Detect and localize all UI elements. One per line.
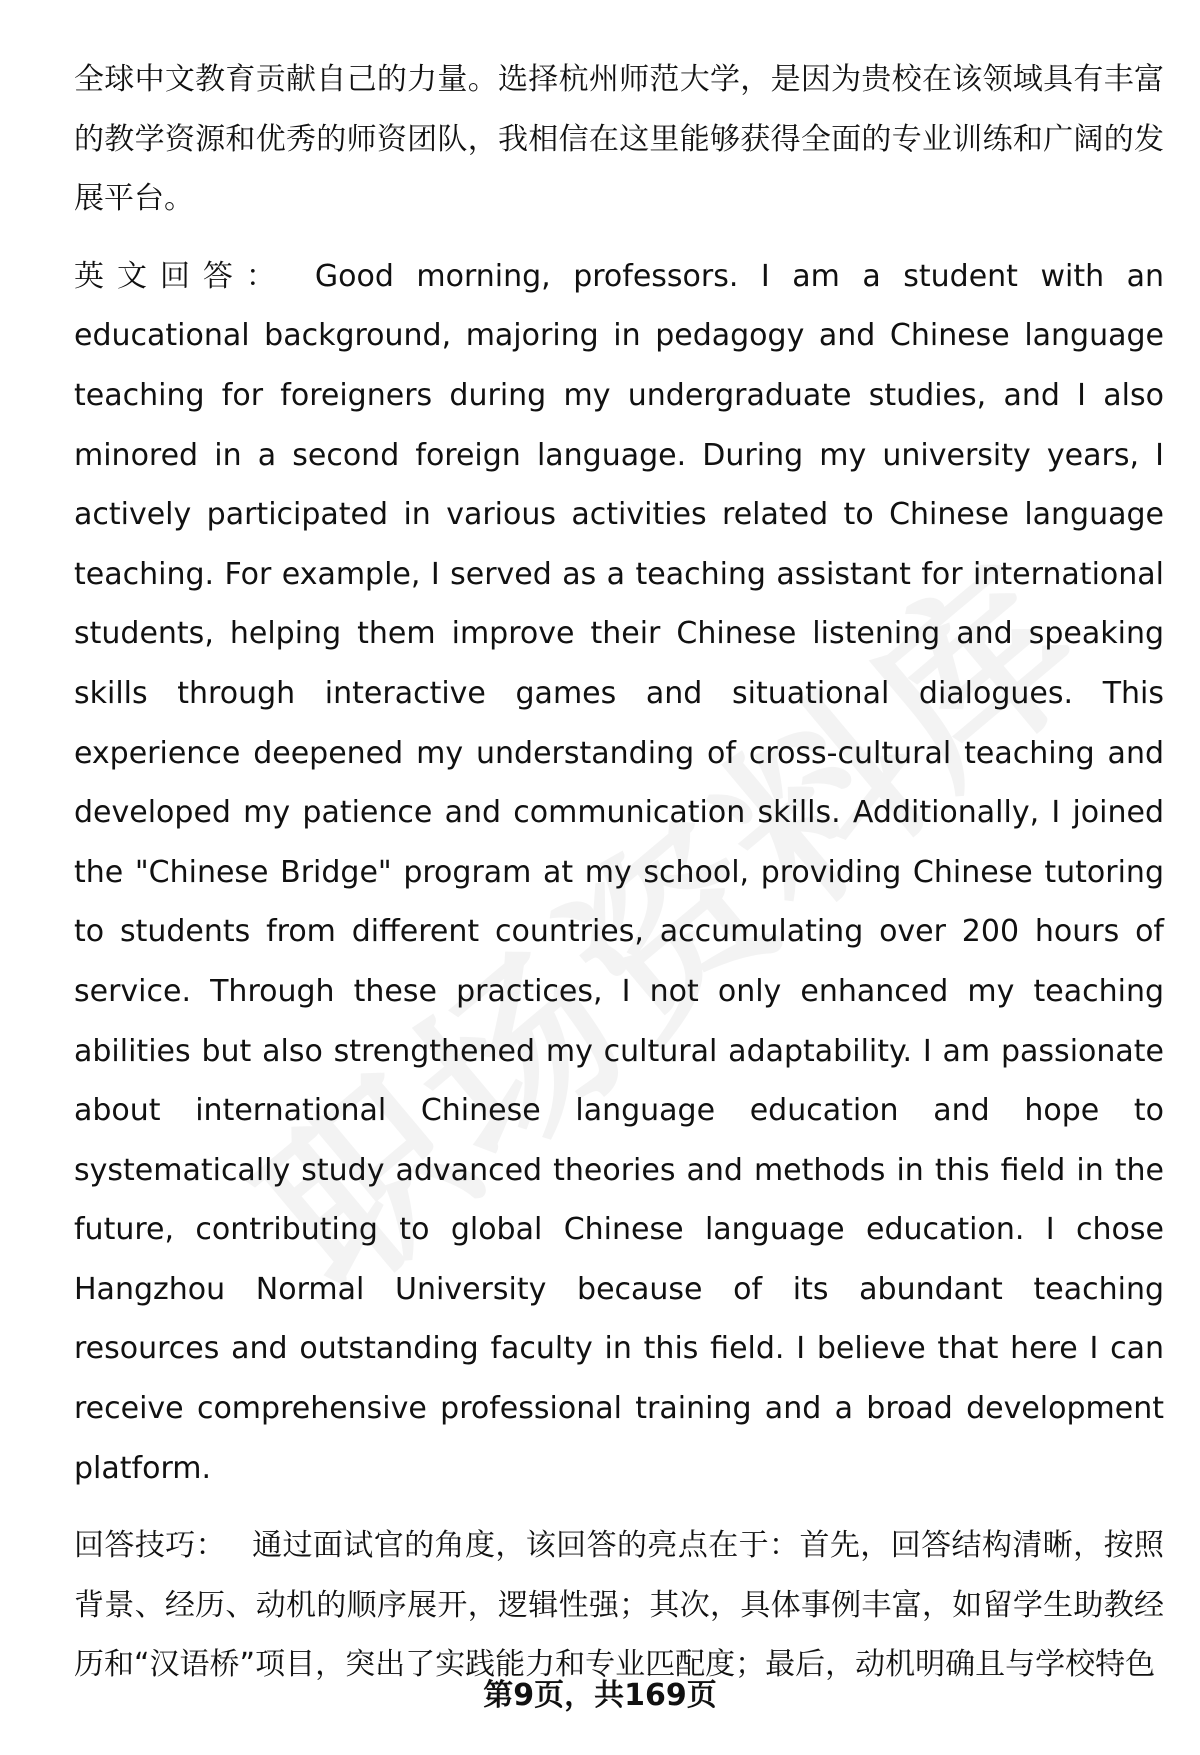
english-answer-label: 英文回答： xyxy=(74,258,289,294)
paragraph-english-answer xyxy=(74,247,1164,1498)
document-body xyxy=(74,50,1164,1695)
paragraph-continuation xyxy=(74,50,1164,229)
answer-tips-label: 回答技巧： xyxy=(74,1528,227,1564)
english-answer-text: Good morning, professors. I am a student with an educational background, majoring in pedagogy and Chinese language teaching for foreigners during my undergraduate studies, and I also minored in a second foreign language. During my university years, I actively participated in various activities related to Chinese language teaching. For example, I served as a teaching assistant for international students, helping them improve their Chinese listening and speaking skills through interactive games and situational dialogues. This experience deepened my understanding of cross-cultural teaching and developed my patience and communication skills. Additionally, I joined the "Chinese Bridge" program at my school, providing Chinese tutoring to students from different countries, accumulating over 200 hours of service. Through these practices, I not only enhanced my teaching abilities but also strengthened my cultural adaptability. I am passionate about international Chinese language education and hope to systematically study advanced theories and methods in this field in the future, contributing to global Chinese language education. I chose Hangzhou Normal University because of its abundant teaching resources and outstanding faculty in this field. I believe that here I can receive comprehensive professional training and a broad development platform. xyxy=(74,258,1165,1486)
paragraph-answer-tips xyxy=(74,1516,1164,1695)
page-number-footer: 第9页，共169页 xyxy=(483,1678,717,1713)
answer-tips-text: 通过面试官的角度，该回答的亮点在于：首先，回答结构清晰，按照背景、经历、动机的顺序展开，逻辑性强；其次，具体事例丰富，如留学生助教经历和“汉语桥”项目，突出了实践能力和专业匹配度；最后，动机明确且与学校特色 xyxy=(74,1528,1165,1683)
paragraph-text: 全球中文教育贡献自己的力量。选择杭州师范大学，是因为贵校在该领域具有丰富的教学资源和优秀的师资团队，我相信在这里能够获得全面的专业训练和广阔的发展平台。 xyxy=(74,62,1164,217)
